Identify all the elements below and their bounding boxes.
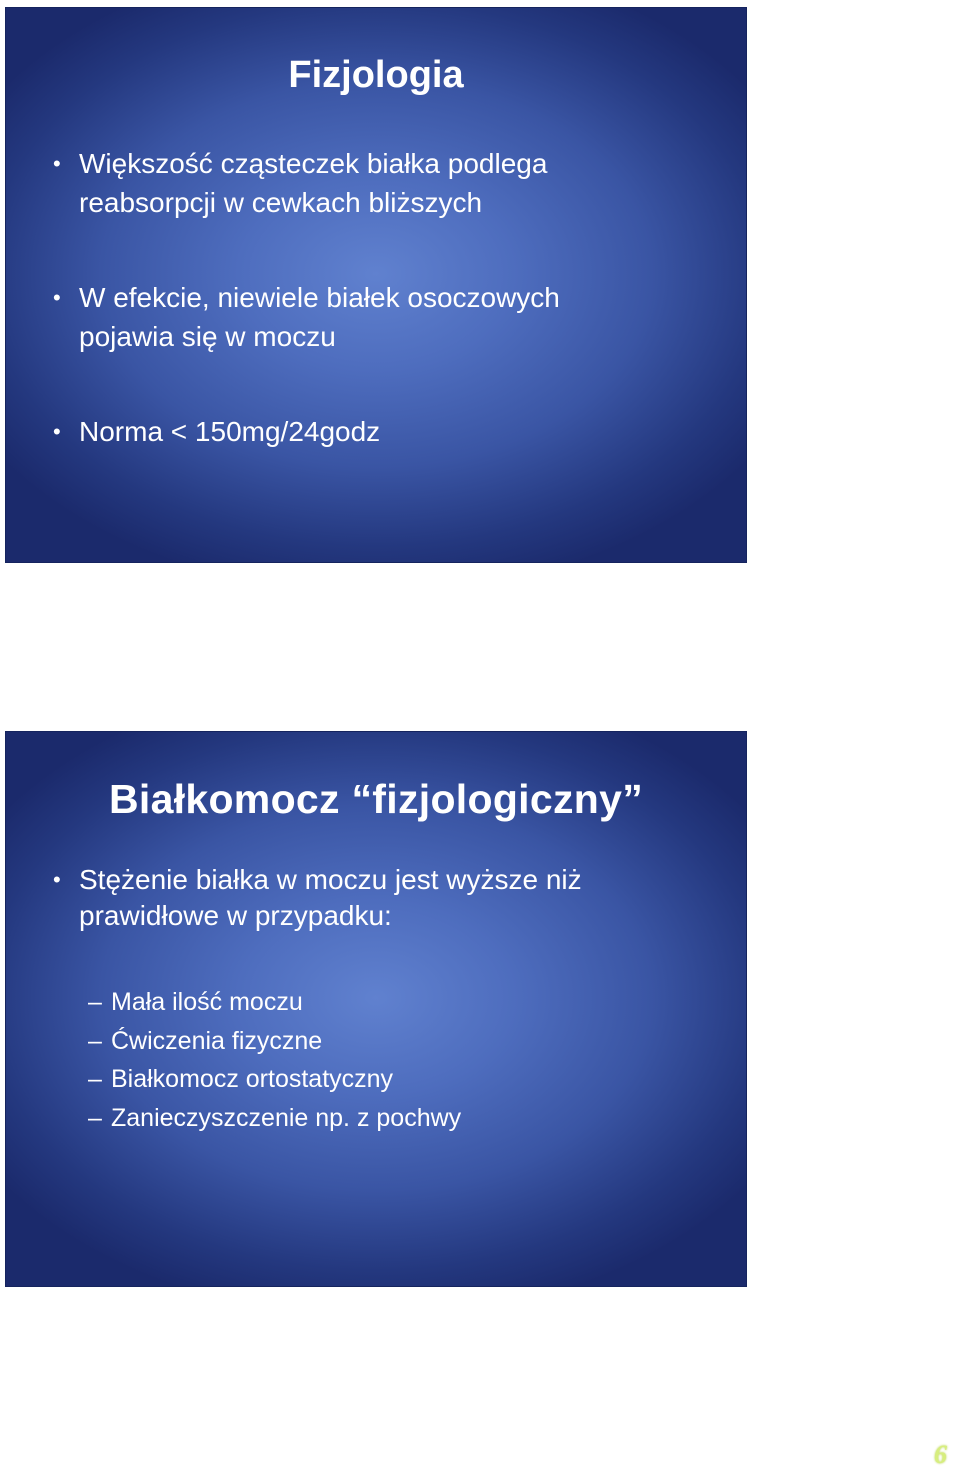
- bullet-dot-icon: •: [53, 285, 61, 310]
- dash-icon: –: [88, 988, 102, 1016]
- bullet-item: [6, 862, 726, 934]
- sub-bullet-text: Białkomocz ortostatyczny: [111, 1065, 394, 1093]
- bullet-text-line: reabsorpcji w cewkach bliższych: [79, 187, 483, 218]
- sub-bullet-text: Ćwiczenia fizyczne: [111, 1026, 323, 1055]
- bullet-item: [6, 144, 726, 222]
- dash-icon: –: [88, 1026, 102, 1055]
- bullet-text-line: Norma < 150mg/24godz: [79, 416, 381, 447]
- bullet-item: [6, 412, 726, 451]
- bullet-dot-icon: •: [53, 867, 61, 892]
- sub-bullet-item: [6, 1022, 461, 1061]
- bullet-list: [6, 144, 726, 507]
- sub-bullet-text: Mała ilość moczu: [111, 988, 303, 1016]
- dash-icon: –: [88, 1103, 102, 1132]
- bullet-list: [6, 862, 726, 981]
- bullet-text-line: pojawia się w moczu: [79, 321, 336, 352]
- sub-bullet-list: [6, 983, 461, 1137]
- bullet-dot-icon: •: [53, 419, 61, 444]
- bullet-text-line: Stężenie białka w moczu jest wyższe niż: [79, 864, 582, 895]
- sub-bullet-text: Zanieczyszczenie np. z pochwy: [111, 1103, 462, 1132]
- bullet-item: [6, 278, 726, 356]
- bullet-dot-icon: •: [53, 151, 61, 176]
- sub-bullet-item: [6, 983, 461, 1022]
- page-number: 6: [934, 1440, 947, 1469]
- dash-icon: –: [88, 1065, 102, 1093]
- slide-bialkomocz-fizjologiczny: [5, 731, 747, 1287]
- bullet-text-line: W efekcie, niewiele białek osoczowych: [79, 282, 560, 313]
- sub-bullet-item: [6, 1099, 461, 1138]
- slide-title: Białkomocz “fizjologiczny”: [108, 776, 644, 822]
- sub-bullet-item: [6, 1060, 461, 1099]
- slide-title: Fizjologia: [288, 54, 464, 96]
- bullet-text-line: prawidłowe w przypadku:: [79, 900, 392, 931]
- bullet-text-line: Większość cząsteczek białka podlega: [79, 148, 548, 179]
- slide-fizjologia: [5, 7, 747, 563]
